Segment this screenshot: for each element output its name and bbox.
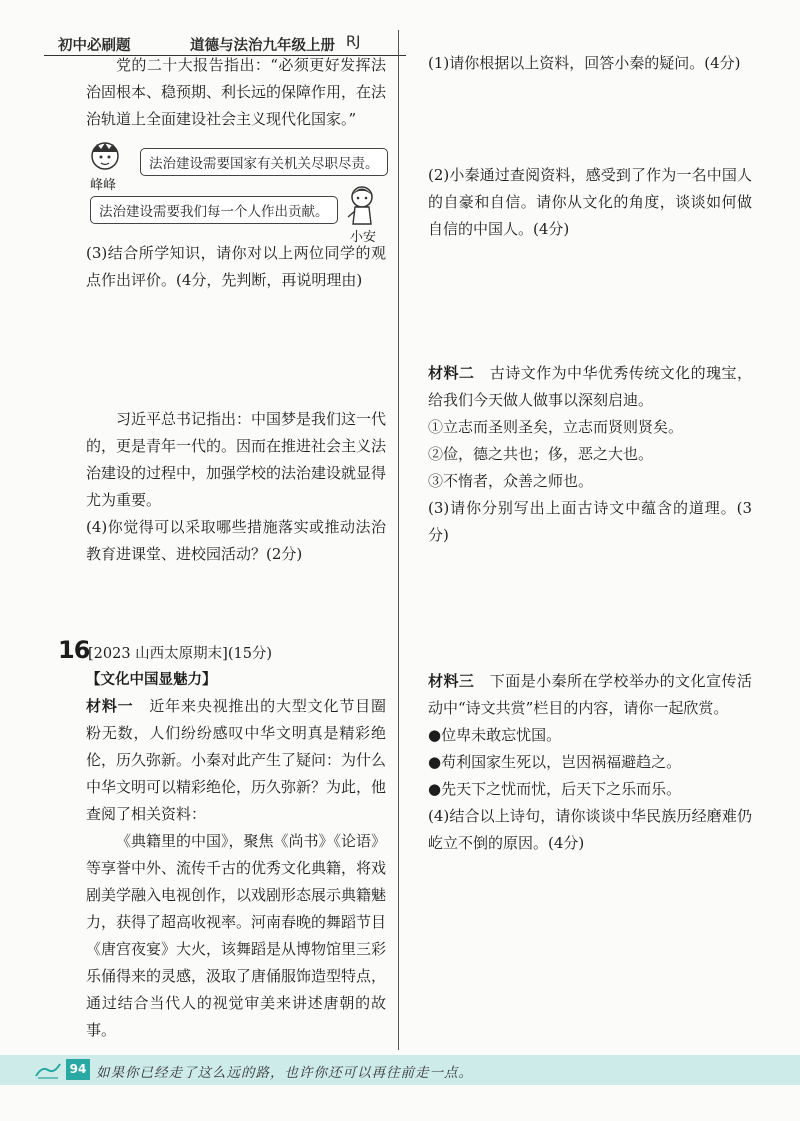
material-3-item: ●先天下之忧而忧，后天下之乐而乐。 bbox=[428, 780, 682, 798]
material-3-item: ●位卑未敢忘忧国。 bbox=[428, 726, 562, 744]
material-1-label: 材料一 bbox=[86, 697, 134, 715]
speaker-name-2: 小安 bbox=[350, 230, 377, 245]
question-3-right: (3)请你分别写出上面古诗文中蕴含的道理。(3分) bbox=[428, 499, 752, 544]
page-number: 94 bbox=[66, 1059, 90, 1080]
material-2-item: ③不惰者，众善之师也。 bbox=[428, 472, 594, 490]
section-tag: 【文化中国显魅力】 bbox=[86, 672, 217, 688]
student-xiaoan-icon bbox=[344, 184, 380, 226]
column-divider bbox=[398, 30, 399, 1050]
quote-party-congress: 党的二十大报告指出：“必须更好发挥法治固根本、稳预期、利长远的保障作用，在法治轨道上全面建设社会主义现代化国家。” bbox=[86, 56, 387, 128]
question-4-right: (4)结合以上诗句，请你谈谈中华民族历经磨难仍屹立不倒的原因。(4分) bbox=[428, 807, 752, 852]
footer-motto: 如果你已经走了这么远的路，也许你还可以再往前走一点。 bbox=[96, 1065, 473, 1081]
material-1 bbox=[86, 693, 386, 1044]
book-title: 道德与法治九年级上册 bbox=[190, 38, 335, 54]
material-3 bbox=[428, 668, 752, 857]
question-number: 16 bbox=[58, 636, 90, 664]
question-4-left: (4)你觉得可以采取哪些措施落实或推动法治教育进课堂、进校园活动？(2分) bbox=[86, 518, 386, 563]
page-footer bbox=[0, 1055, 800, 1085]
student-fengfeng-icon bbox=[89, 140, 121, 172]
question-3-left: (3)结合所学知识，请你对以上两位同学的观点作出评价。(4分，先判断，再说明理由) bbox=[86, 244, 386, 289]
material-1-quote: 《典籍里的中国》，聚焦《尚书》《论语》等享誉中外、流传千古的优秀文化典籍，将戏剧美学融入电视创作，以戏剧形态展示典籍魅力，获得了超高收视率。河南春晚的舞蹈节目《唐宫夜宴》大火，该舞蹈是从博物馆里三彩乐俑得来的灵感，汲取了唐俑服饰造型特点，通过结合当代人的视觉审美来讲述唐朝的故事。 bbox=[86, 832, 387, 1039]
material-2-label: 材料二 bbox=[428, 364, 475, 382]
pencil-decoration-icon bbox=[34, 1060, 62, 1080]
question-2-right: (2)小秦通过查阅资料，感受到了作为一名中国人的自豪和自信。请你从文化的角度，谈谈如何做自信的中国人。(4分) bbox=[428, 166, 752, 238]
speech-bubble-1: 法治建设需要国家有关机关尽职尽责。 bbox=[140, 148, 388, 176]
material-1-text: 近年来央视推出的大型文化节目圈粉无数，人们纷纷感叹中华文明真是精彩绝伦，历久弥新。小秦对此产生了疑问：为什么中华文明可以精彩绝伦，历久弥新？为此，他查阅了相关资料： bbox=[86, 697, 387, 823]
series-title: 初中必刷题 bbox=[58, 38, 131, 54]
question-1-right: (1)请你根据以上资料，回答小秦的疑问。(4分) bbox=[428, 54, 741, 72]
material-3-text: 下面是小秦所在学校举办的文化宣传活动中“诗文共赏”栏目的内容，请你一起欣赏。 bbox=[428, 672, 752, 717]
question-source: [2023 山西太原期末](15分) bbox=[88, 646, 273, 662]
speech-bubble-2: 法治建设需要我们每一个人作出贡献。 bbox=[90, 196, 338, 224]
material-2-item: ①立志而圣则圣矣，立志而贤则贤矣。 bbox=[428, 418, 684, 436]
material-2 bbox=[428, 360, 752, 549]
speaker-name-1: 峰峰 bbox=[90, 178, 117, 193]
material-2-item: ②俭，德之共也；侈，恶之大也。 bbox=[428, 445, 654, 463]
material-3-label: 材料三 bbox=[428, 672, 475, 690]
edition-code: RJ bbox=[346, 34, 361, 50]
quote-xi-jinping: 习近平总书记指出：中国梦是我们这一代的，更是青年一代的。因而在推进社会主义法治建设的过程中，加强学校的法治建设就显得尤为重要。 (4)你觉得可以采取哪些措施落实或推动法治教育进课堂、进校园活动？(2分) bbox=[86, 406, 386, 568]
material-2-text: 古诗文作为中华优秀传统文化的瑰宝，给我们今天做人做事以深刻启迪。 bbox=[428, 364, 752, 409]
material-3-item: ●苟利国家生死以，岂因祸福避趋之。 bbox=[428, 753, 682, 771]
